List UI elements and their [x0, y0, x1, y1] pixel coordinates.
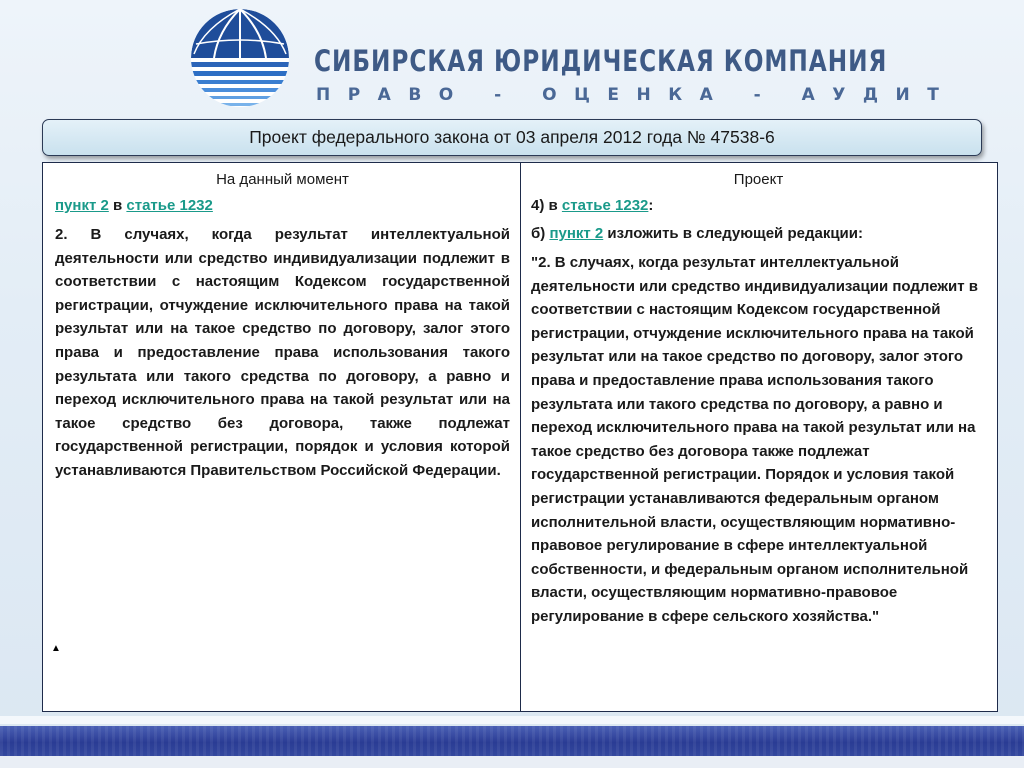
- punkt-2-link[interactable]: пункт 2: [55, 197, 109, 214]
- reference-separator: в: [108, 197, 127, 214]
- draft-line1-prefix: 4) в: [531, 197, 562, 214]
- company-logo-globe-icon: [188, 6, 292, 110]
- current-reference-line: [55, 195, 510, 217]
- draft-line1-suffix: :: [648, 197, 654, 214]
- comparison-table: [42, 162, 998, 712]
- title-bar: [42, 119, 982, 156]
- footer-light-band: [0, 716, 1024, 724]
- draft-version-column: [521, 163, 996, 711]
- article-1232-link[interactable]: статье 1232: [126, 197, 213, 214]
- current-version-heading: На данный момент: [216, 171, 349, 188]
- triangle-marker-icon: ▲: [51, 643, 61, 654]
- draft-version-heading: Проект: [733, 171, 784, 188]
- company-slogan: ПРАВО - ОЦЕНКА - АУДИТ: [316, 85, 957, 105]
- draft-punkt-2-link[interactable]: пункт 2: [549, 225, 604, 242]
- draft-line2-suffix: изложить в следующей редакции:: [603, 225, 863, 242]
- draft-reference-line-1: [531, 195, 986, 217]
- footer-blue-band: [0, 726, 1024, 756]
- draft-reference-line-2: [531, 223, 986, 245]
- draft-line2-prefix: б): [531, 225, 550, 242]
- company-name: СИБИРСКАЯ ЮРИДИЧЕСКАЯ КОМПАНИЯ: [314, 44, 888, 78]
- draft-version-text: "2. В случаях, когда результат интеллектуальной деятельности или средство индивидуализации подлежит в соответствии с настоящим Кодексом государственной регистрации, отчуждение исключительного права на такой результат или на такое средство по договору, залог этого права и предоставление права использования такого результата или такого средства по договору, а равно и переход исключительного права на такой результат или на такое средство без договора также подлежат государственной регистрации. Порядок и условия такой регистрации устанавливаются федеральным органом исполнительной власти, осуществляющим нормативно-правовое регулирование в сфере интеллектуальной собственности, и федеральным органом исполнительной власти, осуществляющим нормативно-правовое регулирование в сфере сельского хозяйства.": [531, 254, 978, 625]
- current-version-text: 2. В случаях, когда результат интеллектуальной деятельности или средство индивидуализации подлежит в соответствии с настоящим Кодексом государственной регистрации, отчуждение исключительного права на такой результат или на такое средство по договору, залог этого права и предоставление права использования такого результата или такого средства по договору, а равно и переход исключительного права на такой результат или на такое средство без договора, также подлежат государственной регистрации, порядок и условия которой устанавливаются Правительством Российской Федерации.: [55, 226, 510, 479]
- footer-bottom-band: [0, 756, 1024, 768]
- draft-article-1232-link[interactable]: статье 1232: [561, 197, 649, 214]
- current-version-column: [43, 163, 521, 711]
- page-title: Проект федерального закона от 03 апреля 2012 года № 47538-6: [249, 127, 775, 147]
